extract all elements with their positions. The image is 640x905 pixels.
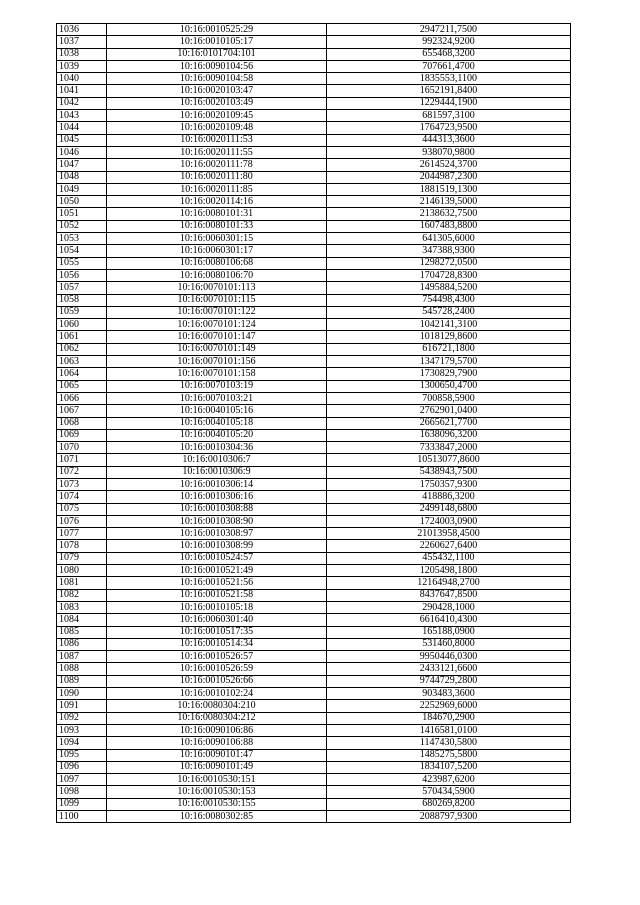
- row-number-cell: 1093: [57, 724, 107, 736]
- cadastral-value-cell: 2499148,6800: [327, 503, 571, 515]
- table-row: [57, 294, 571, 306]
- row-number-cell: 1072: [57, 466, 107, 478]
- row-number-cell: 1061: [57, 331, 107, 343]
- row-number-cell: 1087: [57, 651, 107, 663]
- row-number-cell: 1065: [57, 380, 107, 392]
- row-number-cell: 1060: [57, 319, 107, 331]
- table-row: [57, 798, 571, 810]
- table-row: [57, 245, 571, 257]
- table-row: [57, 110, 571, 122]
- table-row: [57, 380, 571, 392]
- cadastral-value-cell: 1835553,1100: [327, 73, 571, 85]
- cadastral-value-cell: 1704728,8300: [327, 269, 571, 281]
- table-row: [57, 528, 571, 540]
- table-row: [57, 73, 571, 85]
- cadastral-value-cell: 938070,9800: [327, 146, 571, 158]
- row-number-cell: 1088: [57, 663, 107, 675]
- cadastral-number-cell: 10:16:0010102:24: [107, 688, 327, 700]
- row-number-cell: 1055: [57, 257, 107, 269]
- cadastral-number-cell: 10:16:0040105:18: [107, 417, 327, 429]
- cadastral-number-cell: 10:16:0070103:19: [107, 380, 327, 392]
- cadastral-value-cell: 1750357,9300: [327, 478, 571, 490]
- table-row: [57, 724, 571, 736]
- row-number-cell: 1056: [57, 269, 107, 281]
- table-row: [57, 306, 571, 318]
- cadastral-value-cell: 1205498,1800: [327, 565, 571, 577]
- row-number-cell: 1068: [57, 417, 107, 429]
- cadastral-value-cell: 2665621,7700: [327, 417, 571, 429]
- cadastral-number-cell: 10:16:0010308:97: [107, 528, 327, 540]
- cadastral-value-cell: 2433121,6600: [327, 663, 571, 675]
- cadastral-number-cell: 10:16:0070101:156: [107, 356, 327, 368]
- table-row: [57, 786, 571, 798]
- table-row: [57, 171, 571, 183]
- cadastral-value-cell: 1495884,5200: [327, 282, 571, 294]
- table-row: [57, 454, 571, 466]
- table-row: [57, 700, 571, 712]
- cadastral-number-cell: 10:16:0090104:56: [107, 60, 327, 72]
- cadastral-number-cell: 10:16:0010304:36: [107, 442, 327, 454]
- cadastral-number-cell: 10:16:0090101:49: [107, 761, 327, 773]
- cadastral-value-cell: 2252969,6000: [327, 700, 571, 712]
- table-row: [57, 97, 571, 109]
- cadastral-number-cell: 10:16:0010308:90: [107, 515, 327, 527]
- table-row: [57, 688, 571, 700]
- cadastral-value-cell: 1485275,5800: [327, 749, 571, 761]
- row-number-cell: 1094: [57, 737, 107, 749]
- row-number-cell: 1058: [57, 294, 107, 306]
- cadastral-value-cell: 455432,1100: [327, 552, 571, 564]
- table-row: [57, 134, 571, 146]
- cadastral-number-cell: 10:16:0070101:113: [107, 282, 327, 294]
- cadastral-number-cell: 10:16:0010306:7: [107, 454, 327, 466]
- table-row: [57, 589, 571, 601]
- table-row: [57, 159, 571, 171]
- cadastral-value-cell: 1300650,4700: [327, 380, 571, 392]
- cadastral-value-cell: 2146139,5000: [327, 196, 571, 208]
- cadastral-value-cell: 165188,0900: [327, 626, 571, 638]
- cadastral-number-cell: 10:16:0010514:34: [107, 638, 327, 650]
- row-number-cell: 1057: [57, 282, 107, 294]
- cadastral-number-cell: 10:16:0010521:49: [107, 565, 327, 577]
- row-number-cell: 1099: [57, 798, 107, 810]
- row-number-cell: 1052: [57, 220, 107, 232]
- table-row: [57, 466, 571, 478]
- table-row: [57, 601, 571, 613]
- cadastral-value-cell: 641305,6000: [327, 233, 571, 245]
- cadastral-number-cell: 10:16:0020111:80: [107, 171, 327, 183]
- table-row: [57, 565, 571, 577]
- cadastral-number-cell: 10:16:0090106:86: [107, 724, 327, 736]
- row-number-cell: 1040: [57, 73, 107, 85]
- cadastral-number-cell: 10:16:0080106:70: [107, 269, 327, 281]
- row-number-cell: 1041: [57, 85, 107, 97]
- cadastral-value-cell: 12164948,2700: [327, 577, 571, 589]
- row-number-cell: 1078: [57, 540, 107, 552]
- row-number-cell: 1066: [57, 392, 107, 404]
- cadastral-value-cell: 1881519,1300: [327, 183, 571, 195]
- cadastral-number-cell: 10:16:0010517:35: [107, 626, 327, 638]
- cadastral-value-cell: 9950446,0300: [327, 651, 571, 663]
- row-number-cell: 1045: [57, 134, 107, 146]
- cadastral-number-cell: 10:16:0080304:212: [107, 712, 327, 724]
- cadastral-number-cell: 10:16:0020111:55: [107, 146, 327, 158]
- cadastral-number-cell: 10:16:0070101:124: [107, 319, 327, 331]
- table-row: [57, 417, 571, 429]
- cadastral-value-cell: 570434,5900: [327, 786, 571, 798]
- cadastral-number-cell: 10:16:0010526:57: [107, 651, 327, 663]
- cadastral-number-cell: 10:16:0080101:33: [107, 220, 327, 232]
- cadastral-number-cell: 10:16:0070101:149: [107, 343, 327, 355]
- cadastral-number-cell: 10:16:0020103:49: [107, 97, 327, 109]
- table-row: [57, 220, 571, 232]
- cadastral-value-cell: 6616410,4300: [327, 614, 571, 626]
- row-number-cell: 1098: [57, 786, 107, 798]
- cadastral-value-cell: 5438943,7500: [327, 466, 571, 478]
- table-row: [57, 331, 571, 343]
- cadastral-number-cell: 10:16:0010526:66: [107, 675, 327, 687]
- cadastral-value-cell: 1042141,3100: [327, 319, 571, 331]
- row-number-cell: 1077: [57, 528, 107, 540]
- cadastral-number-cell: 10:16:0070101:122: [107, 306, 327, 318]
- cadastral-number-cell: 10:16:0040105:20: [107, 429, 327, 441]
- cadastral-value-cell: 2044987,2300: [327, 171, 571, 183]
- cadastral-number-cell: 10:16:0010524:57: [107, 552, 327, 564]
- cadastral-value-cell: 10513077,8600: [327, 454, 571, 466]
- row-number-cell: 1090: [57, 688, 107, 700]
- row-number-cell: 1048: [57, 171, 107, 183]
- row-number-cell: 1037: [57, 36, 107, 48]
- cadastral-number-cell: 10:16:0010306:9: [107, 466, 327, 478]
- row-number-cell: 1083: [57, 601, 107, 613]
- cadastral-number-cell: 10:16:0010530:151: [107, 774, 327, 786]
- cadastral-value-cell: 754498,4300: [327, 294, 571, 306]
- row-number-cell: 1042: [57, 97, 107, 109]
- row-number-cell: 1044: [57, 122, 107, 134]
- cadastral-value-cell: 681597,3100: [327, 110, 571, 122]
- cadastral-number-cell: 10:16:0090101:47: [107, 749, 327, 761]
- row-number-cell: 1086: [57, 638, 107, 650]
- table-row: [57, 368, 571, 380]
- cadastral-value-cell: 423987,6200: [327, 774, 571, 786]
- cadastral-value-cell: 1018129,8600: [327, 331, 571, 343]
- cadastral-value-cell: 1347179,5700: [327, 356, 571, 368]
- row-number-cell: 1074: [57, 491, 107, 503]
- cadastral-number-cell: 10:16:0080101:31: [107, 208, 327, 220]
- cadastral-value-cell: 444313,3600: [327, 134, 571, 146]
- cadastral-number-cell: 10:16:0020111:85: [107, 183, 327, 195]
- cadastral-value-cell: 2088797,9300: [327, 811, 571, 823]
- row-number-cell: 1054: [57, 245, 107, 257]
- table-row: [57, 122, 571, 134]
- cadastral-number-cell: 10:16:0010308:99: [107, 540, 327, 552]
- cadastral-number-cell: 10:16:0010521:58: [107, 589, 327, 601]
- cadastral-number-cell: 10:16:0020111:53: [107, 134, 327, 146]
- table-row: [57, 442, 571, 454]
- row-number-cell: 1100: [57, 811, 107, 823]
- row-number-cell: 1062: [57, 343, 107, 355]
- table-row: [57, 196, 571, 208]
- cadastral-value-cell: 545728,2400: [327, 306, 571, 318]
- row-number-cell: 1047: [57, 159, 107, 171]
- table-row: [57, 146, 571, 158]
- row-number-cell: 1063: [57, 356, 107, 368]
- table-row: [57, 675, 571, 687]
- table-row: [57, 392, 571, 404]
- table-row: [57, 36, 571, 48]
- row-number-cell: 1096: [57, 761, 107, 773]
- cadastral-number-cell: 10:16:0060301:15: [107, 233, 327, 245]
- cadastral-value-cell: 1834107,5200: [327, 761, 571, 773]
- cadastral-number-cell: 10:16:0090104:58: [107, 73, 327, 85]
- table-row: [57, 614, 571, 626]
- cadastral-value-cell: 1652191,8400: [327, 85, 571, 97]
- cadastral-value-cell: 2138632,7500: [327, 208, 571, 220]
- table-row: [57, 183, 571, 195]
- cadastral-value-cell: 680269,8200: [327, 798, 571, 810]
- cadastral-number-cell: 10:16:0010105:17: [107, 36, 327, 48]
- row-number-cell: 1039: [57, 60, 107, 72]
- row-number-cell: 1089: [57, 675, 107, 687]
- row-number-cell: 1067: [57, 405, 107, 417]
- cadastral-value-cell: 1416581,0100: [327, 724, 571, 736]
- cadastral-value-cell: 1724003,0900: [327, 515, 571, 527]
- cadastral-value-cell: 8437647,8500: [327, 589, 571, 601]
- cadastral-number-cell: 10:16:0010306:14: [107, 478, 327, 490]
- cadastral-number-cell: 10:16:0020114:16: [107, 196, 327, 208]
- cadastral-number-cell: 10:16:0070101:115: [107, 294, 327, 306]
- table-row: [57, 478, 571, 490]
- table-row: [57, 552, 571, 564]
- table-row: [57, 774, 571, 786]
- row-number-cell: 1051: [57, 208, 107, 220]
- row-number-cell: 1053: [57, 233, 107, 245]
- cadastral-value-cell: 2762901,0400: [327, 405, 571, 417]
- cadastral-value-cell: 2614524,3700: [327, 159, 571, 171]
- table-body: [57, 24, 571, 823]
- cadastral-number-cell: 10:16:0010105:18: [107, 601, 327, 613]
- cadastral-number-cell: 10:16:0020111:78: [107, 159, 327, 171]
- table-row: [57, 749, 571, 761]
- table-row: [57, 503, 571, 515]
- cadastral-value-cell: 2947211,7500: [327, 24, 571, 36]
- cadastral-value-cell: 700858,5900: [327, 392, 571, 404]
- cadastral-number-cell: 10:16:0010530:155: [107, 798, 327, 810]
- cadastral-number-cell: 10:16:0101704:101: [107, 48, 327, 60]
- cadastral-number-cell: 10:16:0090106:88: [107, 737, 327, 749]
- table-row: [57, 85, 571, 97]
- cadastral-value-cell: 1298272,0500: [327, 257, 571, 269]
- row-number-cell: 1097: [57, 774, 107, 786]
- row-number-cell: 1076: [57, 515, 107, 527]
- table-row: [57, 429, 571, 441]
- cadastral-number-cell: 10:16:0010530:153: [107, 786, 327, 798]
- row-number-cell: 1082: [57, 589, 107, 601]
- cadastral-value-cell: 1229444,1900: [327, 97, 571, 109]
- cadastral-number-cell: 10:16:0010306:16: [107, 491, 327, 503]
- table-row: [57, 663, 571, 675]
- cadastral-value-cell: 21013958,4500: [327, 528, 571, 540]
- row-number-cell: 1081: [57, 577, 107, 589]
- cadastral-number-cell: 10:16:0040105:16: [107, 405, 327, 417]
- row-number-cell: 1046: [57, 146, 107, 158]
- cadastral-value-cell: 1147430,5800: [327, 737, 571, 749]
- row-number-cell: 1049: [57, 183, 107, 195]
- row-number-cell: 1085: [57, 626, 107, 638]
- cadastral-value-cell: 184670,2900: [327, 712, 571, 724]
- table-row: [57, 405, 571, 417]
- cadastral-number-cell: 10:16:0060301:40: [107, 614, 327, 626]
- cadastral-number-cell: 10:16:0070103:21: [107, 392, 327, 404]
- cadastral-value-cell: 992324,9200: [327, 36, 571, 48]
- table-row: [57, 319, 571, 331]
- cadastral-number-cell: 10:16:0080302:85: [107, 811, 327, 823]
- cadastral-value-cell: 2260627,6400: [327, 540, 571, 552]
- cadastral-number-cell: 10:16:0070101:147: [107, 331, 327, 343]
- row-number-cell: 1095: [57, 749, 107, 761]
- row-number-cell: 1075: [57, 503, 107, 515]
- table-row: [57, 626, 571, 638]
- cadastral-value-cell: 707661,4700: [327, 60, 571, 72]
- cadastral-value-cell: 290428,1000: [327, 601, 571, 613]
- cadastral-number-cell: 10:16:0020109:45: [107, 110, 327, 122]
- cadastral-value-cell: 9744729,2800: [327, 675, 571, 687]
- row-number-cell: 1064: [57, 368, 107, 380]
- table-row: [57, 540, 571, 552]
- table-row: [57, 269, 571, 281]
- table-row: [57, 343, 571, 355]
- table-row: [57, 233, 571, 245]
- row-number-cell: 1080: [57, 565, 107, 577]
- row-number-cell: 1071: [57, 454, 107, 466]
- cadastral-number-cell: 10:16:0010521:56: [107, 577, 327, 589]
- table-row: [57, 811, 571, 823]
- cadastral-value-cell: 1764723,9500: [327, 122, 571, 134]
- table-row: [57, 577, 571, 589]
- table-row: [57, 208, 571, 220]
- row-number-cell: 1059: [57, 306, 107, 318]
- cadastral-value-cell: 1638096,3200: [327, 429, 571, 441]
- table-row: [57, 48, 571, 60]
- table-row: [57, 257, 571, 269]
- row-number-cell: 1070: [57, 442, 107, 454]
- cadastral-value-cell: 616721,1800: [327, 343, 571, 355]
- cadastral-value-cell: 7333847,2000: [327, 442, 571, 454]
- cadastral-number-cell: 10:16:0010308:88: [107, 503, 327, 515]
- cadastral-value-cell: 1607483,8800: [327, 220, 571, 232]
- cadastral-value-cell: 531460,8000: [327, 638, 571, 650]
- row-number-cell: 1038: [57, 48, 107, 60]
- row-number-cell: 1084: [57, 614, 107, 626]
- cadastral-value-cell: 655468,3200: [327, 48, 571, 60]
- table-row: [57, 638, 571, 650]
- table-row: [57, 24, 571, 36]
- cadastral-number-cell: 10:16:0010525:29: [107, 24, 327, 36]
- cadastral-number-cell: 10:16:0080304:210: [107, 700, 327, 712]
- cadastral-value-cell: 1730829,7900: [327, 368, 571, 380]
- cadastral-number-cell: 10:16:0080106:68: [107, 257, 327, 269]
- cadastral-number-cell: 10:16:0020109:48: [107, 122, 327, 134]
- row-number-cell: 1069: [57, 429, 107, 441]
- row-number-cell: 1043: [57, 110, 107, 122]
- table-row: [57, 515, 571, 527]
- table-row: [57, 282, 571, 294]
- table-row: [57, 761, 571, 773]
- row-number-cell: 1092: [57, 712, 107, 724]
- table-row: [57, 737, 571, 749]
- cadastral-number-cell: 10:16:0060301:17: [107, 245, 327, 257]
- cadastral-value-table: [56, 23, 571, 823]
- table-row: [57, 491, 571, 503]
- table-row: [57, 60, 571, 72]
- row-number-cell: 1073: [57, 478, 107, 490]
- cadastral-value-cell: 418886,3200: [327, 491, 571, 503]
- table-row: [57, 651, 571, 663]
- row-number-cell: 1036: [57, 24, 107, 36]
- row-number-cell: 1091: [57, 700, 107, 712]
- table-row: [57, 356, 571, 368]
- cadastral-value-cell: 903483,3600: [327, 688, 571, 700]
- row-number-cell: 1050: [57, 196, 107, 208]
- cadastral-value-cell: 347388,9300: [327, 245, 571, 257]
- table-row: [57, 712, 571, 724]
- row-number-cell: 1079: [57, 552, 107, 564]
- cadastral-number-cell: 10:16:0010526:59: [107, 663, 327, 675]
- cadastral-number-cell: 10:16:0070101:158: [107, 368, 327, 380]
- cadastral-number-cell: 10:16:0020103:47: [107, 85, 327, 97]
